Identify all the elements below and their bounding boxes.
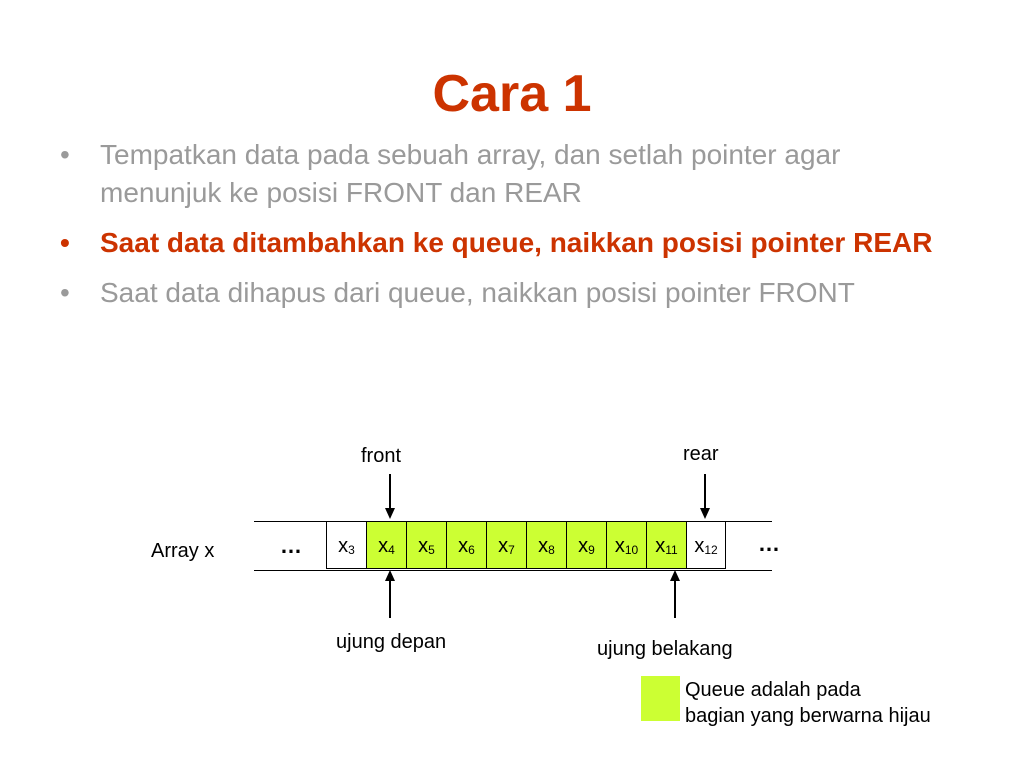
cell-variable: x (338, 535, 349, 557)
bullet-text: Saat data ditambahkan ke queue, naikkan posisi pointer REAR (100, 227, 933, 258)
array-cell (566, 521, 606, 569)
front-arrowhead-icon (385, 508, 395, 519)
bullet-icon: • (60, 139, 70, 170)
rear-pointer-label: rear (683, 443, 719, 465)
cell-variable: x (458, 535, 469, 557)
cell-index: 8 (548, 543, 555, 557)
cell-index: 5 (428, 543, 435, 557)
front-end-label: ujung depan (336, 631, 447, 653)
rear-end-label: ujung belakang (597, 638, 733, 660)
cell-index: 12 (704, 543, 718, 557)
front-pointer-label: front (361, 445, 402, 467)
bullet-list (58, 136, 958, 324)
cell-index: 10 (624, 543, 639, 557)
rear-arrowhead-icon (700, 508, 710, 519)
rear-arrow (704, 474, 706, 510)
legend-line: Queue adalah pada (685, 679, 861, 701)
array-cell (326, 521, 366, 569)
front-arrow (389, 474, 391, 510)
slide-title: Cara 1 (432, 65, 592, 123)
legend-text (685, 677, 931, 729)
rear-end-arrow (674, 580, 676, 618)
legend-swatch (641, 676, 680, 721)
leading-ellipsis: … (280, 533, 302, 558)
bullet-text: Tempatkan data pada sebuah array, dan setlah pointer agar menunjuk ke posisi FRONT dan REAR (100, 139, 841, 208)
array-label: Array x (151, 540, 215, 562)
array-cell (526, 521, 566, 569)
array-cell (366, 521, 406, 569)
front-end-arrow (389, 580, 391, 618)
array-cell (486, 521, 526, 569)
array-cell (446, 521, 486, 569)
array-cell (646, 521, 686, 569)
cell-variable: x (418, 535, 429, 557)
cell-variable: x (655, 535, 666, 557)
cell-index: 11 (665, 543, 678, 557)
cell-index: 7 (508, 543, 515, 557)
cell-index: 4 (388, 543, 395, 557)
trailing-ellipsis: … (758, 531, 780, 556)
cell-index: 3 (348, 543, 355, 557)
bullet-item-highlight (58, 224, 958, 262)
cell-index: 9 (588, 543, 595, 557)
array-cell (606, 521, 646, 569)
cell-variable: x (538, 535, 549, 557)
cell-index: 6 (468, 543, 475, 557)
legend-line: bagian yang berwarna hijau (685, 705, 931, 727)
bullet-icon: • (60, 277, 70, 308)
cell-variable: x (578, 535, 589, 557)
array-cell (406, 521, 446, 569)
front-end-arrowhead-icon (385, 570, 395, 581)
bullet-icon: • (60, 227, 70, 258)
cell-variable: x (614, 535, 625, 557)
array-cell (686, 521, 726, 569)
bullet-item (58, 136, 958, 212)
rear-end-arrowhead-icon (670, 570, 680, 581)
bullet-text: Saat data dihapus dari queue, naikkan posisi pointer FRONT (100, 277, 855, 308)
cell-variable: x (498, 535, 509, 557)
cell-variable: x (378, 535, 389, 557)
cell-variable: x (694, 535, 705, 557)
bullet-item (58, 274, 958, 312)
